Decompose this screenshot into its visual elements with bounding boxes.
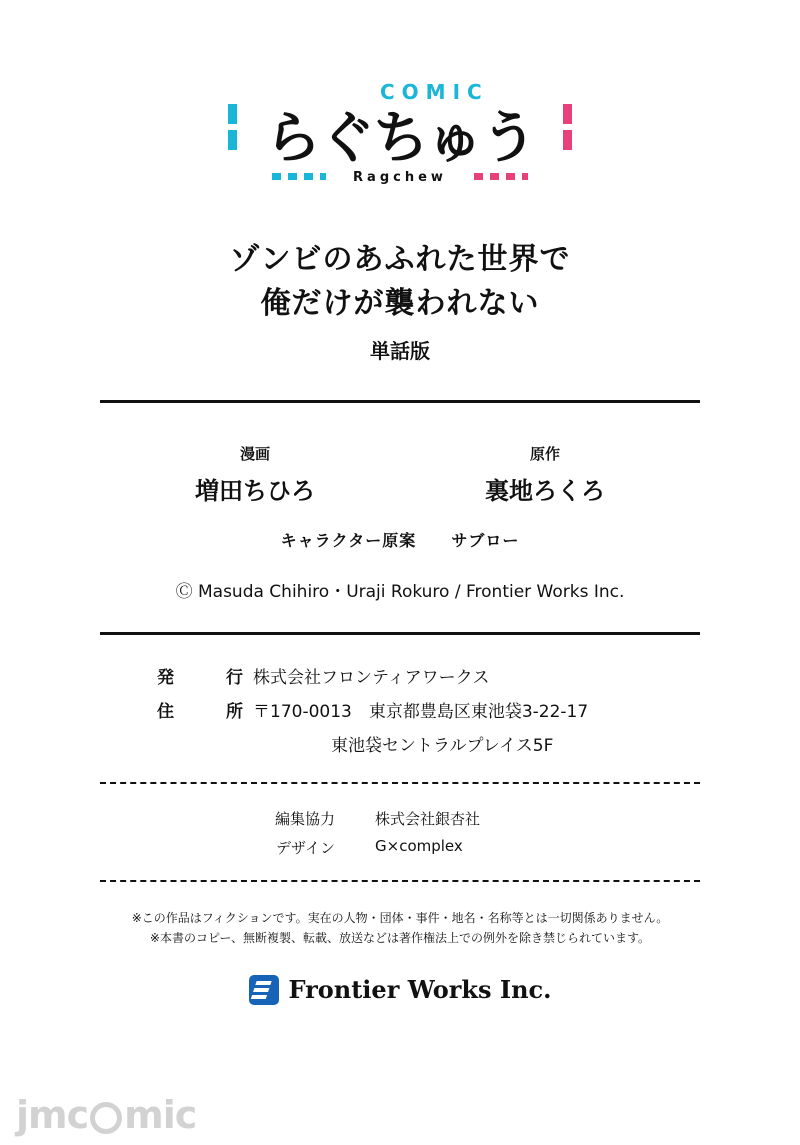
title-line-1: ゾンビのあふれた世界で — [229, 242, 571, 277]
legal-notes — [0, 908, 800, 949]
title-line-2: 俺だけが襲われない — [260, 285, 540, 321]
staff-design-value: G×complex — [375, 837, 463, 855]
title-subtitle: 単話版 — [370, 339, 430, 363]
logo-comic-text: COMIC — [380, 80, 489, 104]
publisher-address-row — [0, 697, 800, 722]
logo-wrap — [220, 74, 580, 189]
publisher-address-row-2 — [0, 731, 800, 756]
publisher-address-line1: 〒170-0013 東京都豊島区東池袋3-22-17 — [253, 702, 589, 722]
credit-character-row — [0, 528, 800, 551]
publisher-section — [0, 663, 800, 756]
site-watermark — [16, 1093, 196, 1137]
publisher-address-label-spacer — [157, 731, 253, 756]
divider-middle — [100, 632, 700, 635]
divider-dashed-top — [100, 782, 700, 784]
frontier-works-logo — [0, 975, 800, 1005]
frontier-works-mark-icon — [249, 975, 279, 1005]
credit-original — [460, 443, 630, 506]
staff-section — [0, 808, 800, 858]
staff-edit-label: 編集協力 — [274, 810, 335, 828]
credit-original-name: 裏地ろくろ — [485, 477, 605, 505]
watermark-prefix: jmc — [16, 1093, 89, 1137]
credits-row — [0, 443, 800, 506]
publisher-address-label: 住所 — [157, 702, 243, 722]
staff-design-row — [0, 837, 800, 858]
logo-romaji-text: Ragchew — [353, 170, 447, 185]
credit-manga — [170, 443, 340, 506]
publisher-address-line2: 東池袋セントラルプレイス5F — [331, 736, 554, 756]
staff-edit-row — [0, 808, 800, 829]
credit-character-role: キャラクター原案 — [280, 531, 417, 550]
watermark-ring-icon — [90, 1102, 122, 1134]
staff-edit-value: 株式会社銀杏社 — [375, 810, 481, 828]
publisher-issue-label: 発行 — [157, 668, 243, 688]
watermark-suffix: mic — [124, 1093, 197, 1137]
legal-note-2: ※本書のコピー、無断複製、転載、放送などは著作権法上での例外を除き禁じられています。 — [149, 931, 651, 946]
work-title — [0, 238, 800, 364]
credit-manga-name: 増田ちひろ — [195, 477, 315, 505]
frontier-works-name: Frontier Works Inc. — [288, 975, 552, 1005]
publisher-issue-value: 株式会社フロンティアワークス — [253, 668, 490, 688]
credit-character-name: サブロー — [451, 531, 520, 550]
legal-note-1: ※この作品はフィクションです。実在の人物・団体・事件・地名・名称等とは一切関係ありません。 — [131, 911, 669, 925]
publisher-issue-row — [0, 663, 800, 688]
logo-main-text: らぐちゅう — [265, 106, 535, 171]
comic-logo — [0, 0, 800, 194]
staff-design-label: デザイン — [276, 839, 335, 857]
credit-manga-role: 漫画 — [239, 445, 270, 463]
copyright-text: Ⓒ Masuda Chihiro・Uraji Rokuro / Frontier Works Inc. — [175, 582, 625, 602]
credit-original-role: 原作 — [529, 445, 560, 463]
divider-dashed-bottom — [100, 880, 700, 882]
credits-section — [0, 443, 800, 602]
divider-top — [100, 400, 700, 403]
